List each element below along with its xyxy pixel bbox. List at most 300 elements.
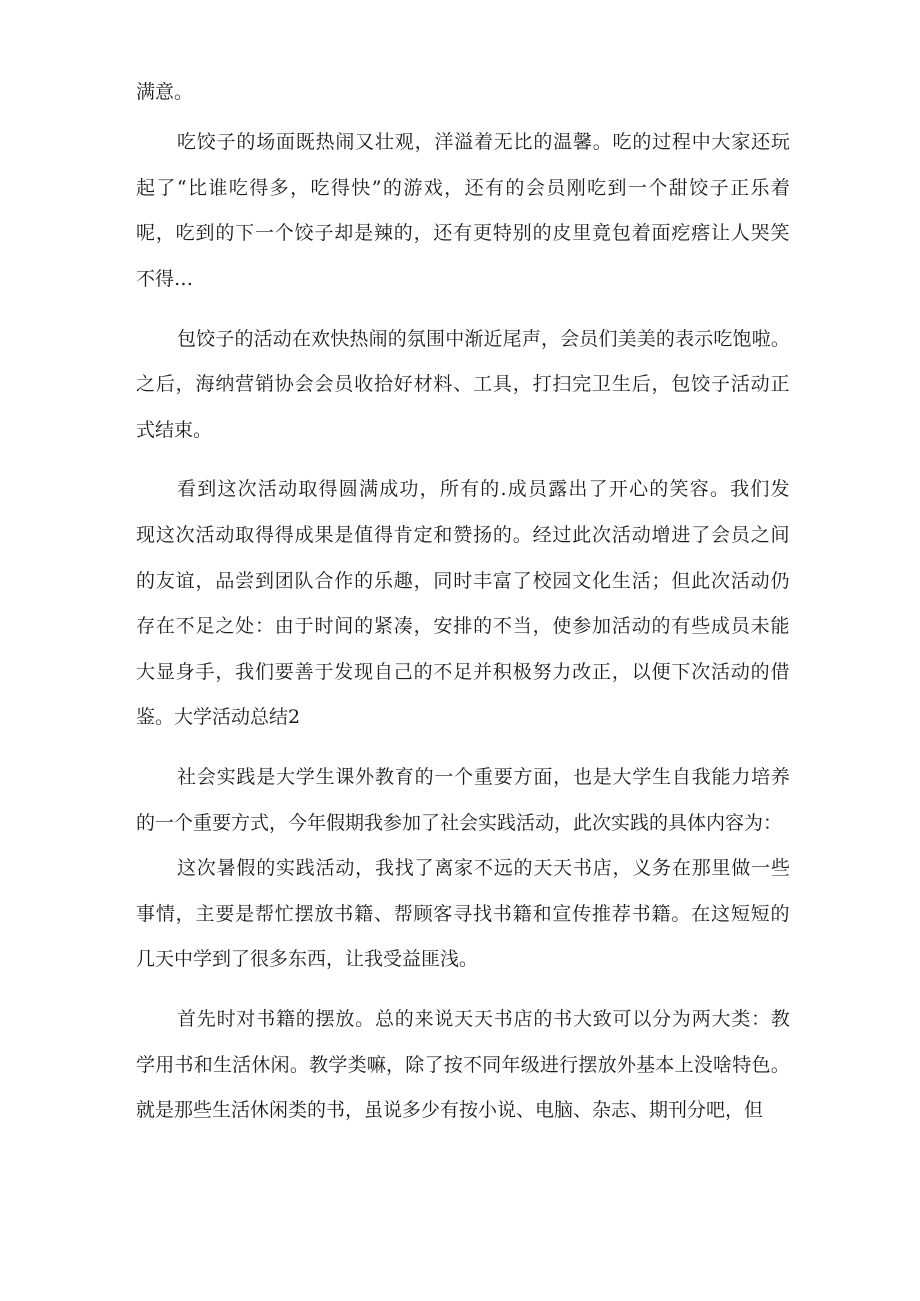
text-line	[136, 523, 790, 547]
line-char: 籍	[512, 903, 532, 925]
line-char: 次	[175, 524, 195, 546]
line-char: 要	[274, 661, 294, 683]
line-char: 时	[453, 570, 473, 592]
line-char: ，	[290, 177, 310, 199]
line-char: 们	[750, 478, 770, 500]
line-char: 用	[155, 1054, 175, 1076]
line-char: 活	[253, 328, 273, 350]
line-char: 里	[711, 857, 731, 879]
line-char: 成	[379, 478, 399, 500]
line-char: ，	[553, 766, 573, 788]
line-char: 情	[155, 903, 175, 925]
line-char: ，	[540, 328, 560, 350]
line-char: .	[500, 478, 507, 500]
line-text: 不得…	[136, 268, 194, 290]
line-char: 们	[598, 328, 618, 350]
line-char: 子	[314, 222, 334, 244]
line-char: 己	[393, 661, 413, 683]
line-char: 有	[485, 177, 505, 199]
line-char: 饺	[196, 131, 216, 153]
line-char: 在	[155, 615, 175, 637]
line-char: 动	[750, 373, 770, 395]
line-char: 校	[532, 570, 552, 592]
line-char: 得	[249, 177, 269, 199]
line-char: 了	[691, 524, 711, 546]
line-char: ，	[512, 373, 532, 395]
text-line	[177, 477, 790, 501]
line-char: 赞	[453, 524, 473, 546]
line-char: 间	[770, 524, 790, 546]
line-char: 分	[652, 1008, 672, 1030]
line-char: 先	[196, 1008, 216, 1030]
line-char: 大	[711, 131, 731, 153]
line-char: 活	[730, 570, 750, 592]
line-char: 友	[155, 570, 175, 592]
line-char: 次	[237, 478, 257, 500]
line-char: 子	[711, 373, 731, 395]
line-char: 完	[572, 373, 592, 395]
line-char: 养	[770, 766, 790, 788]
line-char: 摆	[294, 903, 314, 925]
line-char: 收	[354, 373, 374, 395]
line-char: 个	[648, 177, 668, 199]
line-char: 自	[373, 661, 393, 683]
line-char: 了	[512, 570, 532, 592]
line-char: 着	[770, 177, 790, 199]
line-char: 料	[433, 373, 453, 395]
line-char: 放	[597, 1054, 617, 1076]
line-char: 还	[464, 177, 484, 199]
line-char: 帮	[393, 903, 413, 925]
line-char: 一	[751, 857, 771, 879]
line-char: 活	[711, 661, 731, 683]
line-char: 过	[552, 524, 572, 546]
line-char: 店	[592, 857, 612, 879]
line-char: 吃	[587, 177, 607, 199]
line-char: 些	[691, 615, 711, 637]
line-char: 力	[731, 766, 751, 788]
line-char: 多	[269, 177, 289, 199]
line-char: 显	[155, 661, 175, 683]
line-char: 积	[492, 661, 512, 683]
text-line	[136, 811, 782, 835]
line-text: 几天中学到了很多东西，让我受益匪浅。	[136, 948, 479, 970]
line-char: 书	[334, 903, 354, 925]
line-char: 凑	[393, 615, 413, 637]
line-char: 不	[462, 1054, 482, 1076]
line-char: 能	[711, 766, 731, 788]
line-char: 。	[592, 131, 612, 153]
line-char: ：	[254, 615, 274, 637]
line-char: 类	[731, 1008, 751, 1030]
line-char: 摆	[578, 1054, 598, 1076]
line-char: 美	[636, 328, 656, 350]
line-char: 上	[674, 1054, 694, 1076]
line-char: 便	[651, 661, 671, 683]
line-char: 外	[616, 1054, 636, 1076]
line-char: 的	[256, 857, 276, 879]
line-char: 后	[631, 373, 651, 395]
line-char: 员	[334, 373, 354, 395]
line-char: 务	[652, 857, 672, 879]
line-char: 次	[196, 857, 216, 879]
text-line	[136, 176, 790, 200]
line-char: 自	[671, 766, 691, 788]
line-char: ，	[215, 661, 235, 683]
line-char: 工	[473, 373, 493, 395]
text-line	[136, 1098, 763, 1122]
line-char: 戏	[423, 177, 443, 199]
line-char: 次	[691, 661, 711, 683]
line-char: 进	[671, 524, 691, 546]
line-char: 来	[414, 1008, 434, 1030]
line-char: 我	[235, 661, 255, 683]
line-char: 渐	[464, 328, 484, 350]
line-char: 还	[433, 222, 453, 244]
line-char: 的	[533, 131, 553, 153]
line-char: 尝	[235, 570, 255, 592]
line-char: 。	[770, 1054, 790, 1076]
line-char: 除	[405, 1054, 425, 1076]
line-char: 践	[295, 857, 315, 879]
line-char: 一	[627, 177, 647, 199]
line-char: 定	[413, 524, 433, 546]
line-char: 时	[216, 1008, 236, 1030]
line-char: 作	[334, 570, 354, 592]
line-char: 打	[532, 373, 552, 395]
line-char: 场	[256, 131, 276, 153]
line-char: 的	[413, 661, 433, 683]
line-char: “	[176, 177, 187, 199]
line-char: 活	[195, 524, 215, 546]
line-char: 无	[493, 131, 513, 153]
line-char: 是	[256, 766, 276, 788]
line-char: 按	[443, 1054, 463, 1076]
line-char: 放	[314, 903, 334, 925]
line-char: 活	[631, 570, 651, 592]
line-char: 实	[216, 766, 236, 788]
line-char: 富	[492, 570, 512, 592]
line-char: 籍	[651, 903, 671, 925]
line-char: 员	[730, 524, 750, 546]
line-char: 声	[521, 328, 541, 350]
line-char: 大	[711, 1008, 731, 1030]
line-char: 帮	[254, 903, 274, 925]
line-char: 会	[711, 524, 731, 546]
line-char: ，	[155, 222, 175, 244]
line-char: 员	[546, 177, 566, 199]
line-char: 的	[394, 1008, 414, 1030]
line-char: 远	[493, 857, 513, 879]
line-char: 色	[751, 1054, 771, 1076]
line-char: 个	[454, 766, 474, 788]
line-char: 圆	[338, 478, 358, 500]
line-char: 此	[572, 524, 592, 546]
line-char: 吃	[228, 177, 248, 199]
line-char: 这	[155, 524, 175, 546]
line-char: 是	[592, 766, 612, 788]
line-char: 看	[177, 478, 197, 500]
line-char: 生	[611, 373, 631, 395]
line-char: 义	[632, 857, 652, 879]
line-text: 鉴。大学活动总结2	[136, 706, 301, 728]
line-char: 的	[750, 661, 770, 683]
line-char: 谊	[175, 570, 195, 592]
line-char: 正	[592, 661, 612, 683]
line-char: 那	[691, 857, 711, 879]
line-char: 我	[691, 766, 711, 788]
line-char: 大	[612, 766, 632, 788]
line-char: 摆	[315, 1008, 335, 1030]
line-char: 露	[548, 478, 568, 500]
line-char: 包	[611, 222, 631, 244]
line-char: 生	[315, 766, 335, 788]
line-char: ，	[413, 615, 433, 637]
line-char: 足	[195, 615, 215, 637]
line-char: 。	[512, 524, 532, 546]
line-char: ；	[651, 570, 671, 592]
line-char: 队	[294, 570, 314, 592]
line-char: 员	[579, 328, 599, 350]
line-char: 有	[453, 222, 473, 244]
line-char: 所	[439, 478, 459, 500]
line-char: 的	[393, 222, 413, 244]
line-char: 疙	[671, 222, 691, 244]
line-char: 面	[651, 222, 671, 244]
line-char: 年	[501, 1054, 521, 1076]
line-char: 出	[568, 478, 588, 500]
line-char: 这	[177, 857, 197, 879]
line-char: 教	[374, 766, 394, 788]
line-char: 动	[730, 661, 750, 683]
line-char: 生	[652, 766, 672, 788]
line-char: 仍	[770, 570, 790, 592]
text-line	[136, 80, 193, 104]
line-char: 饺	[689, 177, 709, 199]
line-text: 的一个重要方式，今年假期我参加了社会实践活动，此次实践的具体内容为：	[136, 812, 783, 834]
text-line	[177, 765, 790, 789]
line-char: 、	[453, 373, 473, 395]
line-char: 荐	[611, 903, 631, 925]
text-line	[136, 660, 790, 684]
line-char: 紧	[373, 615, 393, 637]
line-char: 甜	[668, 177, 688, 199]
line-char: 间	[334, 615, 354, 637]
line-char: 得	[373, 524, 393, 546]
line-char: ，	[414, 131, 434, 153]
line-char: 扬	[473, 524, 493, 546]
text-line	[136, 705, 300, 729]
line-char: 团	[274, 570, 294, 592]
line-char: 园	[552, 570, 572, 592]
line-char: 和	[433, 524, 453, 546]
line-char: 在	[671, 857, 691, 879]
line-char: 类	[347, 1054, 367, 1076]
line-char: 却	[334, 222, 354, 244]
line-char: 实	[275, 857, 295, 879]
line-char: 得	[330, 177, 350, 199]
line-char: 海	[195, 373, 215, 395]
line-char: 在	[691, 903, 711, 925]
line-char: 子	[215, 328, 235, 350]
line-char: 我	[374, 857, 394, 879]
line-char: ，	[175, 903, 195, 925]
line-char: 加	[592, 615, 612, 637]
line-char: 书	[631, 903, 651, 925]
line-char: 于	[314, 661, 334, 683]
line-char: 之	[136, 373, 156, 395]
line-char: 活	[232, 1054, 252, 1076]
line-char: 是	[235, 903, 255, 925]
line-char: 更	[473, 222, 493, 244]
line-char: 品	[215, 570, 235, 592]
line-char: 客	[433, 903, 453, 925]
line-char: 好	[393, 373, 413, 395]
line-char: 进	[539, 1054, 559, 1076]
line-char: 还	[751, 131, 771, 153]
line-char: 的	[651, 615, 671, 637]
line-char: 对	[236, 1008, 256, 1030]
line-char: 以	[632, 1008, 652, 1030]
line-char: 果	[314, 524, 334, 546]
line-char: 趣	[393, 570, 413, 592]
line-char: 材	[413, 373, 433, 395]
line-char: 事	[136, 903, 156, 925]
line-char: 的	[655, 328, 675, 350]
line-char: 闹	[335, 131, 355, 153]
line-char: 玩	[770, 131, 790, 153]
line-char: 示	[694, 328, 714, 350]
line-char: 包	[177, 328, 197, 350]
line-char: 书	[493, 1008, 513, 1030]
text-line	[136, 947, 478, 971]
text-line	[136, 569, 790, 593]
line-char: 我	[730, 478, 750, 500]
line-char: 传	[572, 903, 592, 925]
line-char: 足	[453, 661, 473, 683]
line-char: 别	[512, 222, 532, 244]
line-char: 的	[480, 478, 500, 500]
line-char: 排	[453, 615, 473, 637]
line-char: 肯	[393, 524, 413, 546]
line-char: 游	[403, 177, 423, 199]
line-char: 的	[136, 570, 156, 592]
line-char: 育	[394, 766, 414, 788]
line-char: 动	[215, 524, 235, 546]
line-char: 籍	[275, 1008, 295, 1030]
line-char: 不	[175, 615, 195, 637]
line-char: 于	[294, 615, 314, 637]
line-char: 家	[454, 857, 474, 879]
line-char: 要	[215, 903, 235, 925]
line-char: 啦	[751, 328, 771, 350]
line-char: ，	[386, 1054, 406, 1076]
line-char: 休	[251, 1054, 271, 1076]
line-char: 的	[513, 857, 533, 879]
line-char: 着	[631, 222, 651, 244]
line-char: 学	[295, 766, 315, 788]
line-char: 两	[691, 1008, 711, 1030]
line-char: 当	[512, 615, 532, 637]
line-char: ，	[612, 857, 632, 879]
line-char: 时	[314, 615, 334, 637]
line-char: 有	[671, 615, 691, 637]
line-char: 个	[274, 222, 294, 244]
line-char: 乐	[373, 570, 393, 592]
line-char: 员	[730, 615, 750, 637]
line-char: 了	[414, 857, 434, 879]
line-char: 。	[671, 903, 691, 925]
line-char: 本	[655, 1054, 675, 1076]
line-char: ，	[532, 615, 552, 637]
line-char: 饺	[196, 328, 216, 350]
text-line	[136, 902, 790, 926]
line-char: 又	[355, 131, 375, 153]
line-char: 首	[177, 1008, 197, 1030]
text-line	[177, 1007, 790, 1031]
line-char: 活	[611, 615, 631, 637]
line-char: 着	[473, 131, 493, 153]
line-char: 天	[553, 857, 573, 879]
text-line	[136, 1053, 790, 1077]
line-char: 比	[513, 131, 533, 153]
line-char: 善	[294, 661, 314, 683]
line-char: 次	[711, 570, 731, 592]
line-char: 人	[730, 222, 750, 244]
line-char: 成	[711, 615, 731, 637]
line-char: 书	[256, 1008, 276, 1030]
line-char: 会	[294, 373, 314, 395]
line-char: ，	[195, 570, 215, 592]
line-char: 的	[414, 766, 434, 788]
line-char: 到	[197, 478, 217, 500]
line-char: 现	[354, 661, 374, 683]
line-char: 要	[493, 766, 513, 788]
line-char: 啥	[713, 1054, 733, 1076]
line-char: 忙	[274, 903, 294, 925]
line-char: 热	[349, 328, 369, 350]
line-char: 心	[629, 478, 649, 500]
line-char: 以	[631, 661, 651, 683]
line-char: 经	[532, 524, 552, 546]
line-char: 短	[730, 903, 750, 925]
line-char: 宣	[552, 903, 572, 925]
line-char: ，	[611, 661, 631, 683]
line-char: 安	[433, 615, 453, 637]
line-char: 动	[631, 615, 651, 637]
line-char: 的	[354, 570, 374, 592]
line-char: 化	[592, 570, 612, 592]
line-char: 学	[136, 1054, 156, 1076]
line-char: 动	[750, 570, 770, 592]
line-char: 具	[492, 373, 512, 395]
line-char: 扫	[552, 373, 572, 395]
line-char: 籍	[354, 903, 374, 925]
line-char: 正	[730, 177, 750, 199]
line-char: 丰	[473, 570, 493, 592]
line-char: 的	[473, 615, 493, 637]
line-char: 主	[195, 903, 215, 925]
line-char: 销	[254, 373, 274, 395]
line-char: 快	[351, 177, 371, 199]
line-char: 得	[274, 524, 294, 546]
line-char: 们	[254, 661, 274, 683]
line-char: 在	[291, 328, 311, 350]
line-char: 能	[770, 615, 790, 637]
line-char: 教	[770, 1008, 790, 1030]
line-char: 的	[234, 328, 254, 350]
line-char: 行	[559, 1054, 579, 1076]
